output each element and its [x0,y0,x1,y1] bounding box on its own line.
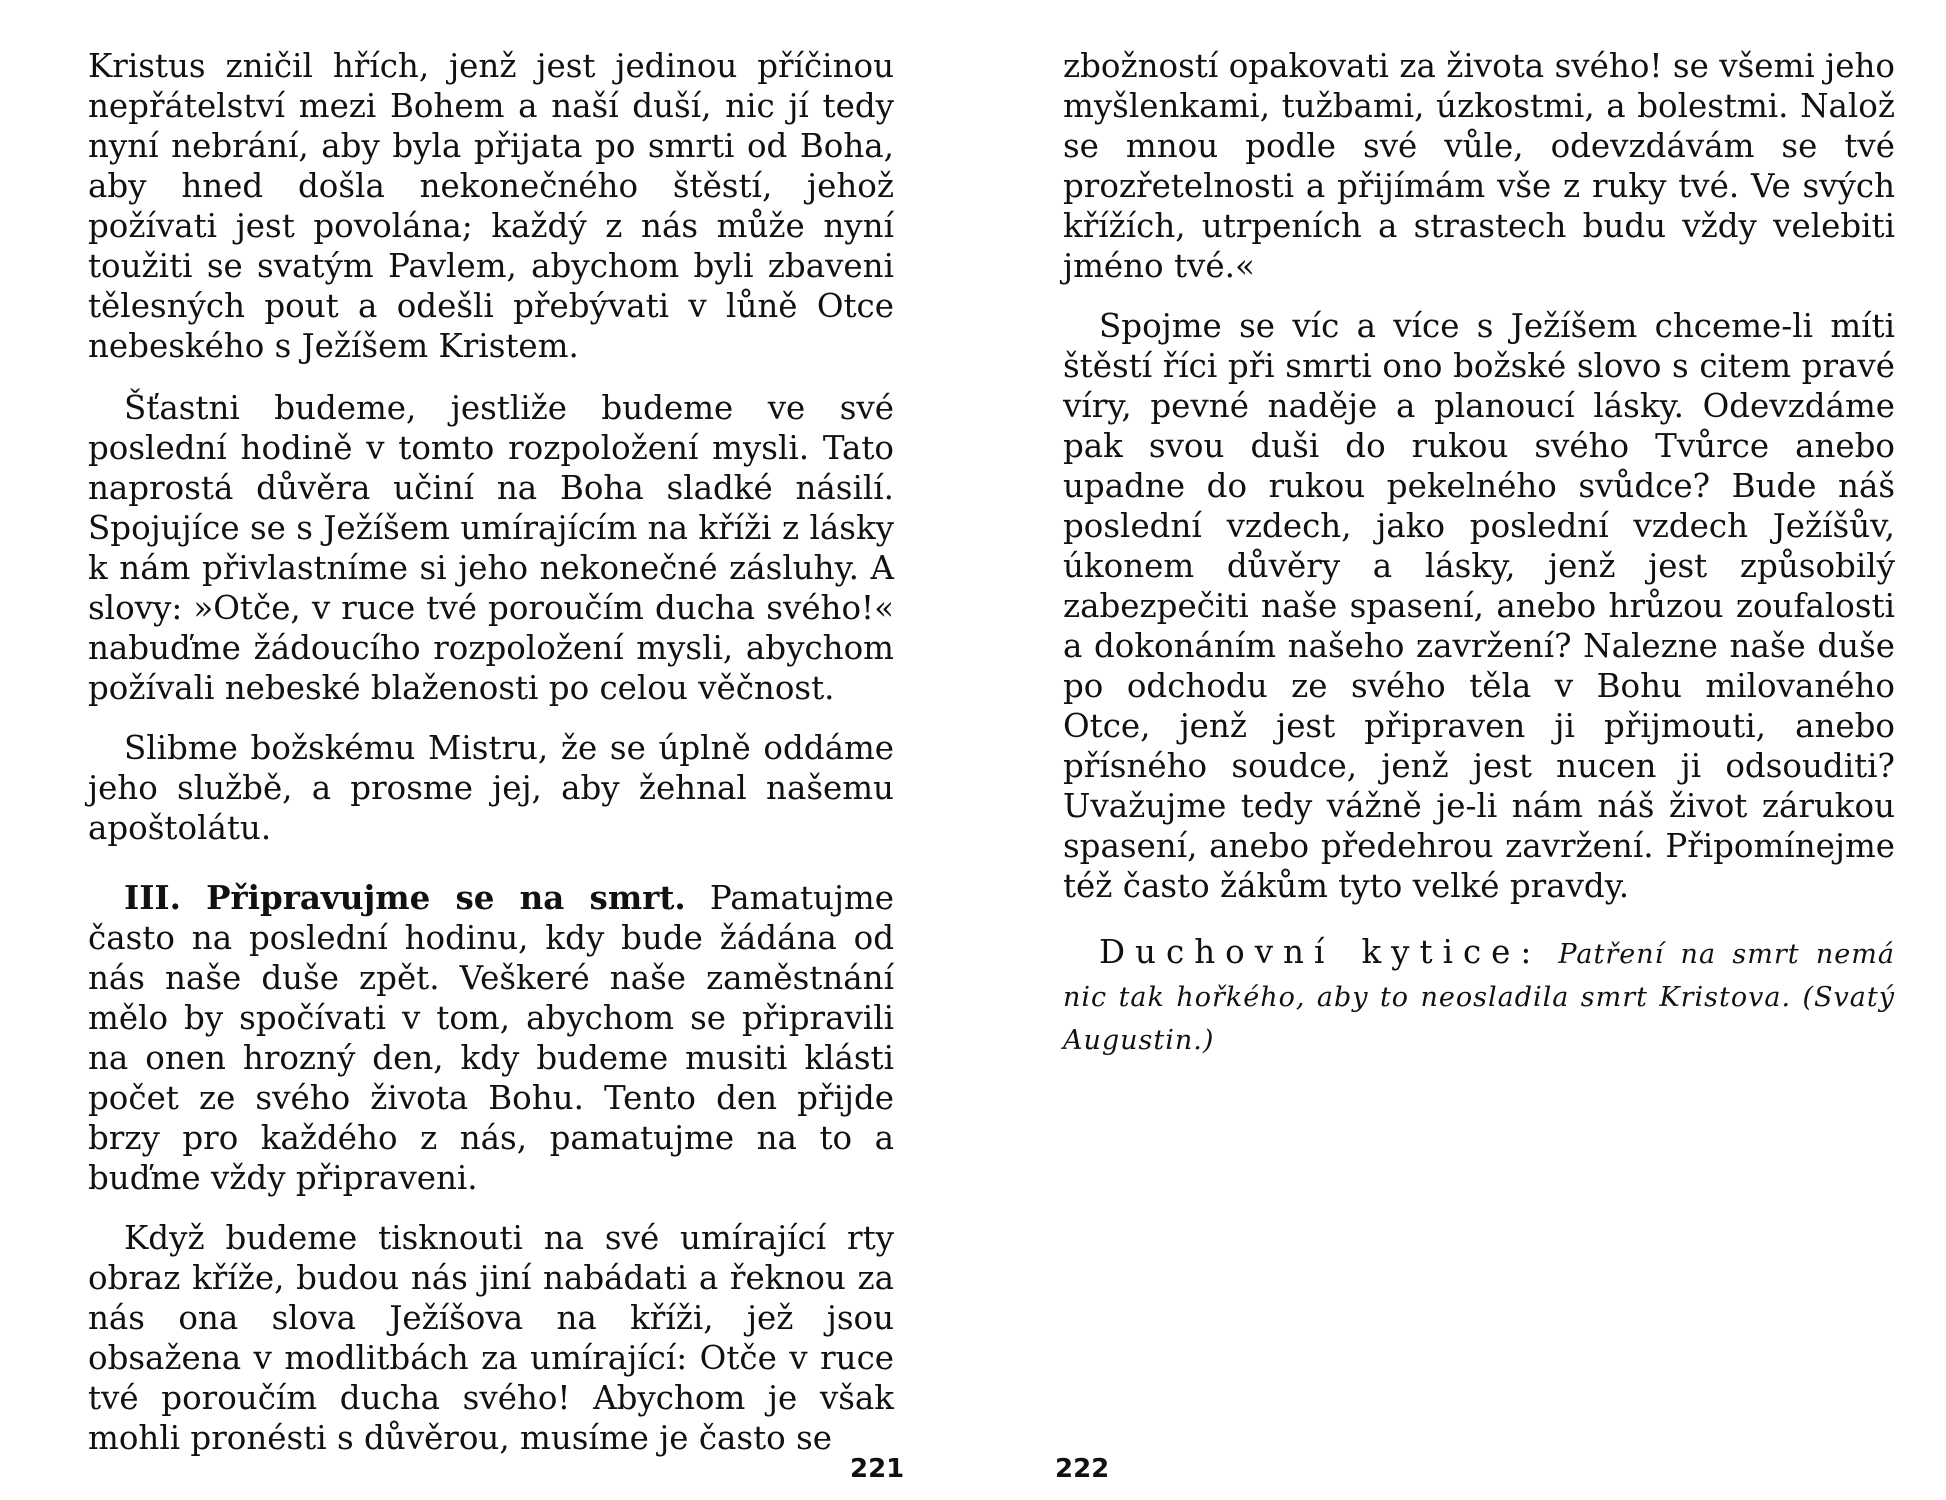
section-heading: III. Připravujme se na smrt. [124,878,686,917]
bouquet-text: Patření na smrt nemá nic tak hořkého, aby to neosladila smrt Kristova. (Svatý Augustin.) [1063,939,1895,1056]
spiritual-bouquet [1063,932,1895,1061]
left-paragraph-last: Když budeme tisknouti na své umírající rty obraz kříže, budou nás jiní nabádati a řeknou za nás ona slova Ježíšova na kříži, jež jsou obsažena v modlitbách za umírající: Otče v ruce tvé poroučím ducha svého! Abychom je však mohli pronésti s důvěrou, musíme je často se [88,1219,894,1457]
left-section-block [88,878,894,1198]
page-number-left: 221 [850,1454,905,1484]
left-paragraph-1: Kristus zničil hřích, jenž jest jedinou příčinou nepřátelství mezi Bohem a naší duší, nic jí tedy nyní nebrání, aby byla přijata po smrti od Boha, aby hned došla nekonečného štěstí, jehož požívati jest povolána; každý z nás může nyní toužiti se svatým Pavlem, abychom byli zbaveni tělesných pout a odešli přebývati v lůně Otce nebeského s Ježíšem Kristem. [88,47,894,365]
right-page [1063,46,1895,1081]
left-page [88,46,894,1478]
right-paragraph-2: Spojme se víc a více s Ježíšem chceme-li míti štěstí říci při smrti ono božské slovo s citem pravé víry, pevné naděje a planoucí lásky. Odevzdáme pak svou duši do rukou svého Tvůrce anebo upadne do rukou pekelného svůdce? Bude náš poslední vzdech, jako poslední vzdech Ježíšův, úkonem důvěry a lásky, jenž jest způsobilý zabezpečiti naše spasení, anebo hrůzou zoufalosti a dokonáním našeho zavržení? Nalezne naše duše po odchodu ze svého těla v Bohu milovaného Otce, jenž jest připraven ji přijmouti, anebo přísného soudce, jenž jest nucen ji odsouditi? Uvažujme tedy vážně je-li nám náš život zárukou spasení, anebo předehrou zavržení. Připomínejme též často žákům tyto velké pravdy. [1063,307,1895,905]
bouquet-label: Duchovní kytice: [1099,933,1542,971]
section-paragraph: Pamatujme často na poslední hodinu, kdy bude žádána od nás naše duše zpět. Veškeré naše zaměstnání mělo by spočívati v tom, abychom se připravili na onen hrozný den, kdy budeme musiti klásti počet ze svého života Bohu. Tento den přijde brzy pro každého z nás, pamatujme na to a buďme vždy připraveni. [88,879,894,1197]
page-number-right: 222 [1055,1454,1110,1484]
left-paragraph-3: Slibme božskému Mistru, že se úplně oddáme jeho službě, a prosme jej, aby žehnal našemu apoštolátu. [88,729,894,847]
right-paragraph-1: zbožností opakovati za života svého! se všemi jeho myšlenkami, tužbami, úzkostmi, a bolestmi. Nalož se mnou podle své vůle, odevzdávám se tvé prozřetelnosti a přijímám vše z ruky tvé. Ve svých křížích, utrpeních a strastech budu vždy velebiti jméno tvé.« [1063,47,1895,285]
left-paragraph-2: Šťastni budeme, jestliže budeme ve své poslední hodině v tomto rozpoložení mysli. Tato naprostá důvěra učiní na Boha sladké násilí. Spojujíce se s Ježíšem umírajícím na kříži z lásky k nám přivlastníme si jeho nekonečné zásluhy. A slovy: »Otče, v ruce tvé poroučím ducha svého!« nabuďme žádoucího rozpoložení mysli, abychom požívali nebeské blaženosti po celou věčnost. [88,389,894,707]
